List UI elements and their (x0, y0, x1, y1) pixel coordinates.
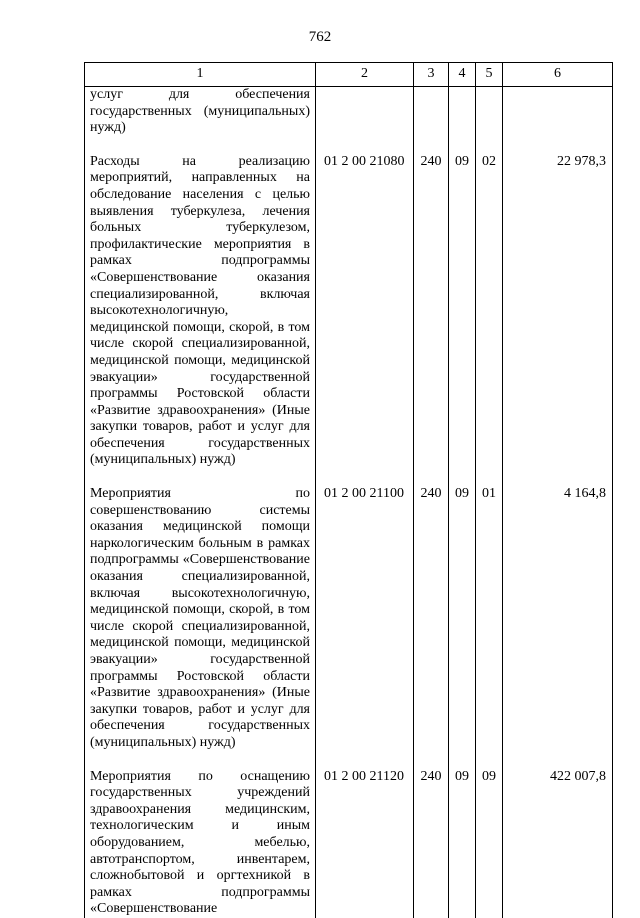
page-number: 762 (308, 29, 332, 45)
row-section (449, 87, 476, 146)
row-section: 09 (449, 146, 476, 478)
row-name: Мероприятия по совершенствованию системы оказания медицинской помощи наркологическим больным в рамках подпрограммы «Совершенствование оказания специализированной, включая высокотехнологичную, медицинской помощи, скорой, в том числе скорой специализированной, медицинской помощи, медицинской эвакуации» государственной программы Ростовской области «Развитие здравоохранения» (Иные закупки товаров, работ и услуг для обеспечения государственных (муниципальных) нужд) (85, 478, 316, 761)
row-amount (503, 87, 613, 146)
row-expense-type: 240 (414, 478, 449, 761)
row-target-article (316, 87, 414, 146)
row-expense-type: 240 (414, 761, 449, 918)
row-expense-type: 240 (414, 146, 449, 478)
row-subsection (476, 87, 503, 146)
row-amount: 4 164,8 (503, 478, 613, 761)
row-target-article: 01 2 00 21100 (316, 478, 414, 761)
header-col-1: 1 (85, 63, 316, 87)
row-expense-type (414, 87, 449, 146)
budget-table (84, 62, 613, 918)
row-amount: 422 007,8 (503, 761, 613, 918)
row-target-article: 01 2 00 21120 (316, 761, 414, 918)
row-amount: 22 978,3 (503, 146, 613, 478)
table-row (85, 478, 613, 761)
header-col-5: 5 (476, 63, 503, 87)
header-col-2: 2 (316, 63, 414, 87)
header-col-4: 4 (449, 63, 476, 87)
row-subsection: 01 (476, 478, 503, 761)
table-row (85, 87, 613, 146)
row-target-article: 01 2 00 21080 (316, 146, 414, 478)
row-subsection: 09 (476, 761, 503, 918)
row-subsection: 02 (476, 146, 503, 478)
header-col-6: 6 (503, 63, 613, 87)
row-name: услуг для обеспечения государственных (муниципальных) нужд) (85, 87, 316, 146)
row-name: Мероприятия по оснащению государственных учреждений здравоохранения медицинским, технологическим и иным оборудованием, мебелью, автотранспортом, инвентарем, сложнобытовой и оргтехникой в рамках подпрограммы «Совершенствование (85, 761, 316, 918)
row-section: 09 (449, 478, 476, 761)
header-col-3: 3 (414, 63, 449, 87)
table-row (85, 146, 613, 478)
row-section: 09 (449, 761, 476, 918)
table-header-row (85, 63, 613, 87)
row-name: Расходы на реализацию мероприятий, направленных на обследование населения с целью выявления туберкулеза, лечения больных туберкулезом, профилактические мероприятия в рамках подпрограммы «Совершенствование оказания специализированной, включая высокотехнологичную, медицинской помощи, скорой, в том числе скорой специализированной, медицинской помощи, медицинской эвакуации» государственной программы Ростовской области «Развитие здравоохранения» (Иные закупки товаров, работ и услуг для обеспечения государственных (муниципальных) нужд) (85, 146, 316, 478)
table-row (85, 761, 613, 918)
